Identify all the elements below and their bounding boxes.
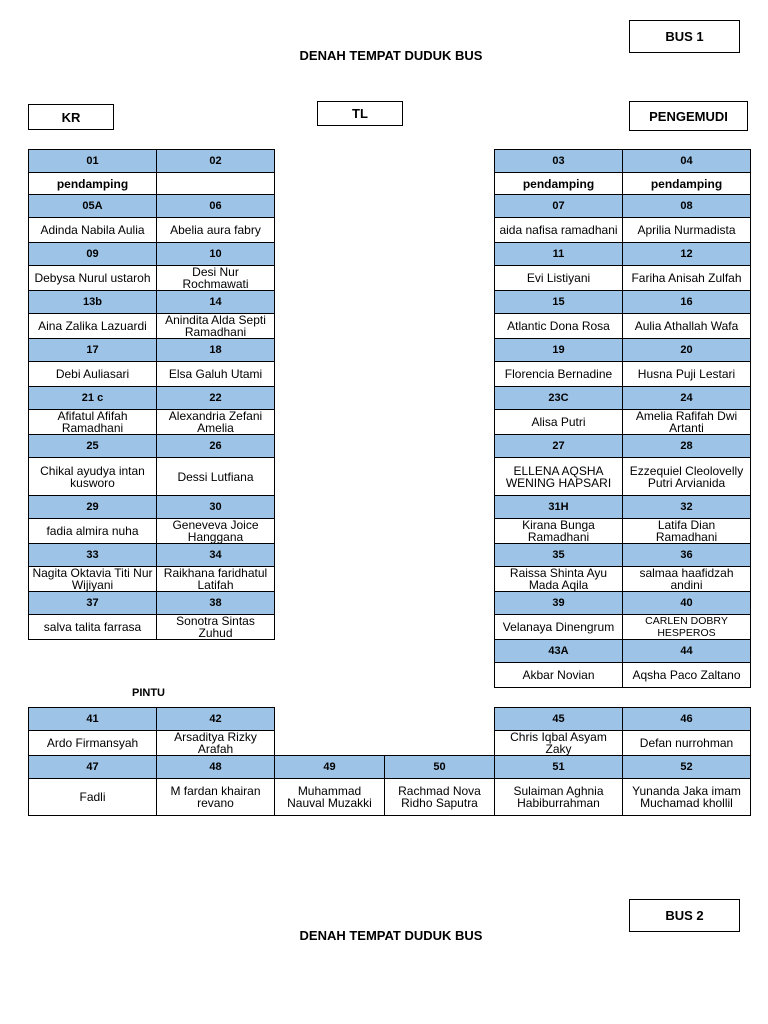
seat-number: 37 [28, 591, 157, 615]
seat-number: 12 [622, 242, 751, 266]
seat-number: 23C [494, 386, 623, 410]
seat-number: 15 [494, 290, 623, 314]
door-label: PINTU [132, 687, 165, 699]
seat-name: Desi Nur Rochmawati [156, 265, 275, 291]
seat-name: Rachmad Nova Ridho Saputra [384, 778, 495, 816]
seat-number: 11 [494, 242, 623, 266]
seat-name: Raissa Shinta Ayu Mada Aqila [494, 566, 623, 592]
seat-number: 24 [622, 386, 751, 410]
seat-number: 18 [156, 338, 275, 362]
seat-number: 20 [622, 338, 751, 362]
seat-number: 45 [494, 707, 623, 731]
seat-number: 32 [622, 495, 751, 519]
bus-2-text: BUS 2 [665, 908, 704, 923]
tl-label [317, 101, 403, 126]
seat-name: Sonotra Sintas Zuhud [156, 614, 275, 640]
seat-number: 33 [28, 543, 157, 567]
seat-name: Afifatul Afifah Ramadhani [28, 409, 157, 435]
seat-number: 01 [28, 149, 157, 173]
bus-1-label [629, 20, 740, 53]
seat-name: Alexandria Zefani Amelia [156, 409, 275, 435]
seat-name: Ardo Firmansyah [28, 730, 157, 756]
seat-name: Husna Puji Lestari [622, 361, 751, 387]
seat-number: 13b [28, 290, 157, 314]
seat-number: 50 [384, 755, 495, 779]
seat-name: Adinda Nabila Aulia [28, 217, 157, 243]
seat-name: Elsa Galuh Utami [156, 361, 275, 387]
seat-name: aida nafisa ramadhani [494, 217, 623, 243]
seat-name: Debysa Nurul ustaroh [28, 265, 157, 291]
seat-name: Arsaditya Rizky Arafah [156, 730, 275, 756]
bus-1-text: BUS 1 [665, 29, 704, 44]
seat-number: 40 [622, 591, 751, 615]
seat-name: Muhammad Nauval Muzakki [274, 778, 385, 816]
kr-text: KR [61, 109, 81, 125]
seat-name: Florencia Bernadine [494, 361, 623, 387]
seat-name: Velanaya Dinengrum [494, 614, 623, 640]
seat-name: Defan nurrohman [622, 730, 751, 756]
seat-name: ELLENA AQSHA WENING HAPSARI [494, 457, 623, 496]
seat-number: 06 [156, 194, 275, 218]
seat-name: Abelia aura fabry [156, 217, 275, 243]
seat-name: Ezzequiel Cleolovelly Putri Arvianida [622, 457, 751, 496]
seat-number: 08 [622, 194, 751, 218]
seat-name: M fardan khairan revano [156, 778, 275, 816]
seat-name: Alisa Putri [494, 409, 623, 435]
seat-number: 34 [156, 543, 275, 567]
seat-name: Aina Zalika Lazuardi [28, 313, 157, 339]
seat-number: 38 [156, 591, 275, 615]
seat-number: 22 [156, 386, 275, 410]
seat-number: 36 [622, 543, 751, 567]
seat-name: Raikhana faridhatul Latifah [156, 566, 275, 592]
tl-text: TL [352, 106, 368, 121]
seat-name: Geneveva Joice Hanggana [156, 518, 275, 544]
seat-number: 39 [494, 591, 623, 615]
seat-number: 29 [28, 495, 157, 519]
seat-number: 51 [494, 755, 623, 779]
seat-name: Aulia Athallah Wafa [622, 313, 751, 339]
seat-name: Anindita Alda Septi Ramadhani [156, 313, 275, 339]
seat-number: 04 [622, 149, 751, 173]
seat-number: 02 [156, 149, 275, 173]
seat-number: 17 [28, 338, 157, 362]
seat-name: Atlantic Dona Rosa [494, 313, 623, 339]
seat-number: 16 [622, 290, 751, 314]
bus-2-label [629, 899, 740, 932]
seat-name: Aprilia Nurmadista [622, 217, 751, 243]
seat-number: 41 [28, 707, 157, 731]
seat-name: Kirana Bunga Ramadhani [494, 518, 623, 544]
seat-name: salva talita farrasa [28, 614, 157, 640]
seat-name: Sulaiman Aghnia Habiburrahman [494, 778, 623, 816]
seat-number: 46 [622, 707, 751, 731]
seat-name: pendamping [622, 172, 751, 195]
seat-name: Amelia Rafifah Dwi Artanti [622, 409, 751, 435]
seat-number: 28 [622, 434, 751, 458]
driver-text: PENGEMUDI [649, 108, 728, 124]
seat-name: CARLEN DOBRY HESPEROS [622, 614, 751, 640]
page-title-2: DENAH TEMPAT DUDUK BUS [299, 928, 483, 943]
seat-name: Debi Auliasari [28, 361, 157, 387]
seat-number: 31H [494, 495, 623, 519]
seat-name: Nagita Oktavia Titi Nur Wijiyani [28, 566, 157, 592]
seat-name: pendamping [494, 172, 623, 195]
seat-name: Dessi Lutfiana [156, 457, 275, 496]
seat-number: 42 [156, 707, 275, 731]
seat-name: Yunanda Jaka imam Muchamad khollil [622, 778, 751, 816]
seat-name: pendamping [28, 172, 157, 195]
seat-name: Akbar Novian [494, 662, 623, 688]
seat-number: 30 [156, 495, 275, 519]
kr-label [28, 104, 114, 130]
page-title: DENAH TEMPAT DUDUK BUS [299, 48, 483, 63]
seat-number: 09 [28, 242, 157, 266]
seat-name: Chikal ayudya intan kusworo [28, 457, 157, 496]
seat-name: salmaa haafidzah andini [622, 566, 751, 592]
seat-number: 05A [28, 194, 157, 218]
seat-name: Aqsha Paco Zaltano [622, 662, 751, 688]
seat-number: 26 [156, 434, 275, 458]
seat-name: Latifa Dian Ramadhani [622, 518, 751, 544]
seat-number: 25 [28, 434, 157, 458]
seat-number: 48 [156, 755, 275, 779]
seat-number: 47 [28, 755, 157, 779]
seat-number: 43A [494, 639, 623, 663]
seat-number: 03 [494, 149, 623, 173]
seat-number: 21 c [28, 386, 157, 410]
seat-number: 52 [622, 755, 751, 779]
driver-label [629, 101, 748, 131]
seat-name [156, 172, 275, 195]
seat-number: 19 [494, 338, 623, 362]
seat-name: Evi Listiyani [494, 265, 623, 291]
seat-number: 14 [156, 290, 275, 314]
seat-name: fadia almira nuha [28, 518, 157, 544]
seat-name: Fadli [28, 778, 157, 816]
seat-name: Fariha Anisah Zulfah [622, 265, 751, 291]
seat-number: 10 [156, 242, 275, 266]
seat-number: 07 [494, 194, 623, 218]
seat-number: 35 [494, 543, 623, 567]
seat-name: Chris Iqbal Asyam Zaky [494, 730, 623, 756]
seat-number: 49 [274, 755, 385, 779]
seat-number: 27 [494, 434, 623, 458]
seat-number: 44 [622, 639, 751, 663]
